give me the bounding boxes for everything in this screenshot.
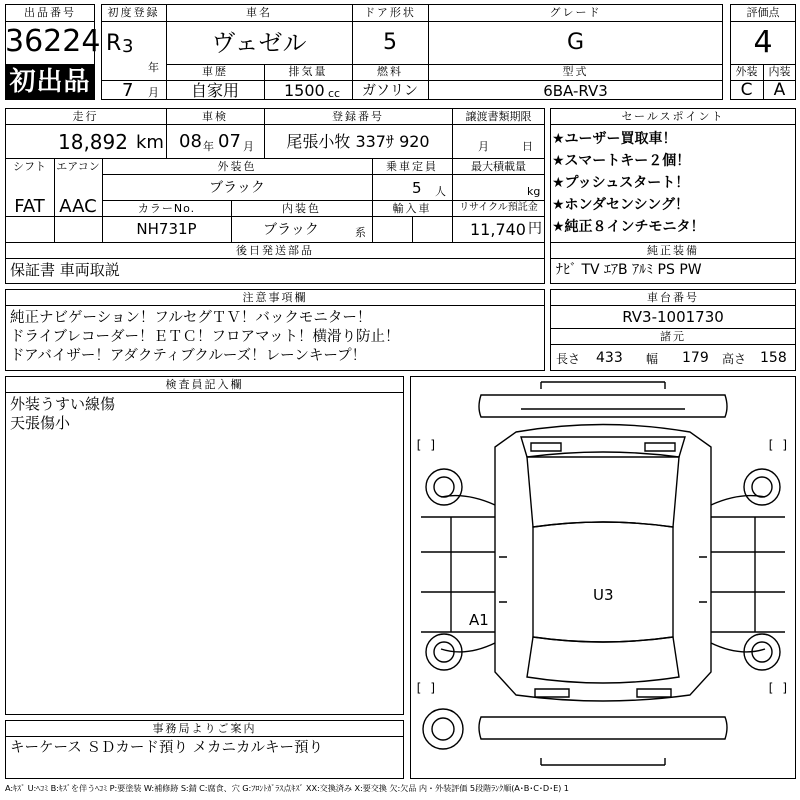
notes-line-1: 純正ナビゲーション！フルセグＴＶ！バックモニター！	[10, 310, 372, 326]
office-text: キーケース ＳＤカード預り メカニカルキー預り	[10, 740, 323, 756]
plate-label: 登録番号	[332, 110, 384, 123]
inspector-note-1: 外装うすい線傷	[10, 395, 116, 413]
fuel-label: 燃料	[377, 65, 403, 78]
grade: G	[566, 30, 585, 55]
car-name-label: 車名	[246, 6, 272, 19]
recycle-label: リサイクル預託金	[459, 202, 538, 213]
svg-text:[ ]: [ ]	[767, 438, 789, 452]
transfer-month-unit: 月	[478, 140, 489, 153]
sales-point-1: ★ユーザー買取車！	[552, 131, 677, 147]
car-diagram-box	[410, 376, 796, 779]
recycle-fee: 11,740	[470, 220, 526, 239]
registration-month-unit: 月	[148, 86, 159, 99]
shift-label: シフト	[13, 160, 46, 173]
length-label: 長さ	[556, 352, 581, 366]
notes-line-2: ドライブレコーダー！ＥＴＣ！フロアマット！横滑り防止！	[10, 329, 400, 345]
first-registration-label: 初度登録	[107, 6, 160, 19]
history: 自家用	[190, 81, 239, 100]
sales-point-4: ★ホンダセンシング！	[552, 197, 690, 213]
sales-point-2: ★スマートキー２個！	[552, 153, 691, 169]
interior-color-unit: 系	[355, 226, 366, 239]
sales-points-label: セールスポイント	[621, 110, 725, 123]
height: 158	[760, 350, 787, 366]
mileage-label: 走行	[72, 110, 99, 123]
ac: AAC	[59, 196, 97, 217]
registration-era: R	[106, 31, 122, 56]
recycle-unit: 円	[528, 221, 542, 237]
chassis-number: RV3-1001730	[622, 308, 724, 326]
exterior-label: 外装	[735, 65, 758, 78]
color-number-label: カラーNo.	[137, 202, 196, 215]
model: 6BA-RV3	[543, 82, 608, 100]
max-load-label: 最大積載量	[471, 160, 526, 173]
inspection-label: 車検	[202, 110, 228, 123]
notes-line-3: ドアバイザー！アダクティブクルーズ！レーンキープ！	[10, 348, 367, 364]
registration-year-unit: 年	[148, 61, 159, 74]
later-parts-label: 後日発送部品	[236, 244, 314, 257]
height-label: 高さ	[722, 352, 747, 366]
sales-point-5: ★純正８インチモニタ！	[552, 219, 705, 235]
length: 433	[596, 350, 623, 366]
fuel: ガソリン	[362, 83, 418, 99]
inspector-label: 検査員記入欄	[165, 378, 244, 391]
sales-point-3: ★プッシュスタート！	[552, 175, 690, 191]
interior-grade: A	[773, 80, 786, 100]
grade-label: グレード	[549, 6, 602, 19]
displacement: 1500	[284, 81, 325, 100]
car-name: ヴェゼル	[211, 29, 307, 57]
import-label: 輸入車	[392, 202, 432, 215]
equipment: ﾅﾋﾞ TV ｴｱB ｱﾙﾐ PS PW	[556, 262, 702, 278]
transfer-deadline-label: 譲渡書類期限	[465, 110, 532, 123]
displacement-label: 排気量	[288, 65, 328, 78]
interior-color-label: 内装色	[282, 202, 321, 215]
ac-label: エアコン	[56, 160, 100, 173]
later-parts: 保証書 車両取説	[10, 261, 120, 279]
displacement-unit: cc	[328, 87, 341, 100]
inspector-note-2: 天張傷小	[10, 414, 71, 432]
svg-text:[ ]: [ ]	[415, 438, 437, 452]
lot-number-label: 出品番号	[24, 6, 76, 19]
history-label: 車歴	[202, 65, 228, 78]
score: 4	[753, 25, 773, 60]
spec-label: 諸元	[660, 330, 686, 343]
door-type: 5	[383, 30, 397, 55]
capacity: 5	[412, 179, 422, 197]
capacity-label: 乗車定員	[386, 160, 438, 173]
equipment-label: 純正装備	[647, 244, 699, 257]
mileage-unit: km	[136, 132, 164, 153]
exterior-color: ブラック	[209, 180, 265, 196]
door-type-label: ドア形状	[364, 6, 416, 19]
model-label: 型式	[562, 65, 589, 78]
exterior-grade: C	[740, 80, 753, 100]
interior-label: 内装	[768, 65, 791, 78]
mileage: 18,892	[58, 130, 128, 154]
transfer-day-unit: 日	[522, 140, 533, 153]
registration-month: 7	[122, 80, 134, 101]
lot-number: 36224	[5, 24, 101, 59]
first-listing-badge: 初出品	[6, 64, 94, 99]
width: 179	[682, 350, 709, 366]
office-label: 事務局よりご案内	[152, 722, 257, 735]
score-label: 評価点	[746, 6, 780, 19]
chassis-label: 車台番号	[647, 291, 699, 304]
inspection-year: 08	[179, 131, 202, 152]
plate-number: 尾張小牧 337ｻ 920	[286, 132, 430, 151]
notes-label: 注意事項欄	[242, 291, 308, 304]
color-number: NH731P	[136, 220, 197, 238]
damage-mark-a1: A1	[469, 611, 489, 629]
shift: FAT	[14, 196, 45, 217]
exterior-color-label: 外装色	[217, 160, 257, 173]
damage-mark-u3: U3	[593, 586, 614, 604]
inspection-year-unit: 年	[203, 140, 214, 153]
width-label: 幅	[646, 352, 659, 366]
inspection-month: 07	[218, 131, 241, 152]
interior-color: ブラック	[263, 222, 319, 238]
inspection-month-unit: 月	[243, 140, 254, 153]
car-diagram	[411, 377, 795, 778]
svg-text:[ ]: [ ]	[767, 681, 789, 695]
legend: A:ｷｽﾞ U:ﾍｺﾐ B:ｷｽﾞを伴うﾍｺﾐ P:要塗装 W:補修跡 S:錆 C:腐食、穴 G:ﾌﾛﾝﾄｶﾞﾗｽ点ｷｽﾞ XX:交換済み X:要交換 欠:欠品 内・外装評価 5段階ﾗﾝｸ順(A･B･C･D･E) 1	[5, 783, 569, 793]
svg-text:[ ]: [ ]	[415, 681, 437, 695]
capacity-unit: 人	[435, 185, 446, 198]
registration-year: 3	[122, 36, 134, 57]
max-load-unit: kg	[527, 185, 541, 198]
